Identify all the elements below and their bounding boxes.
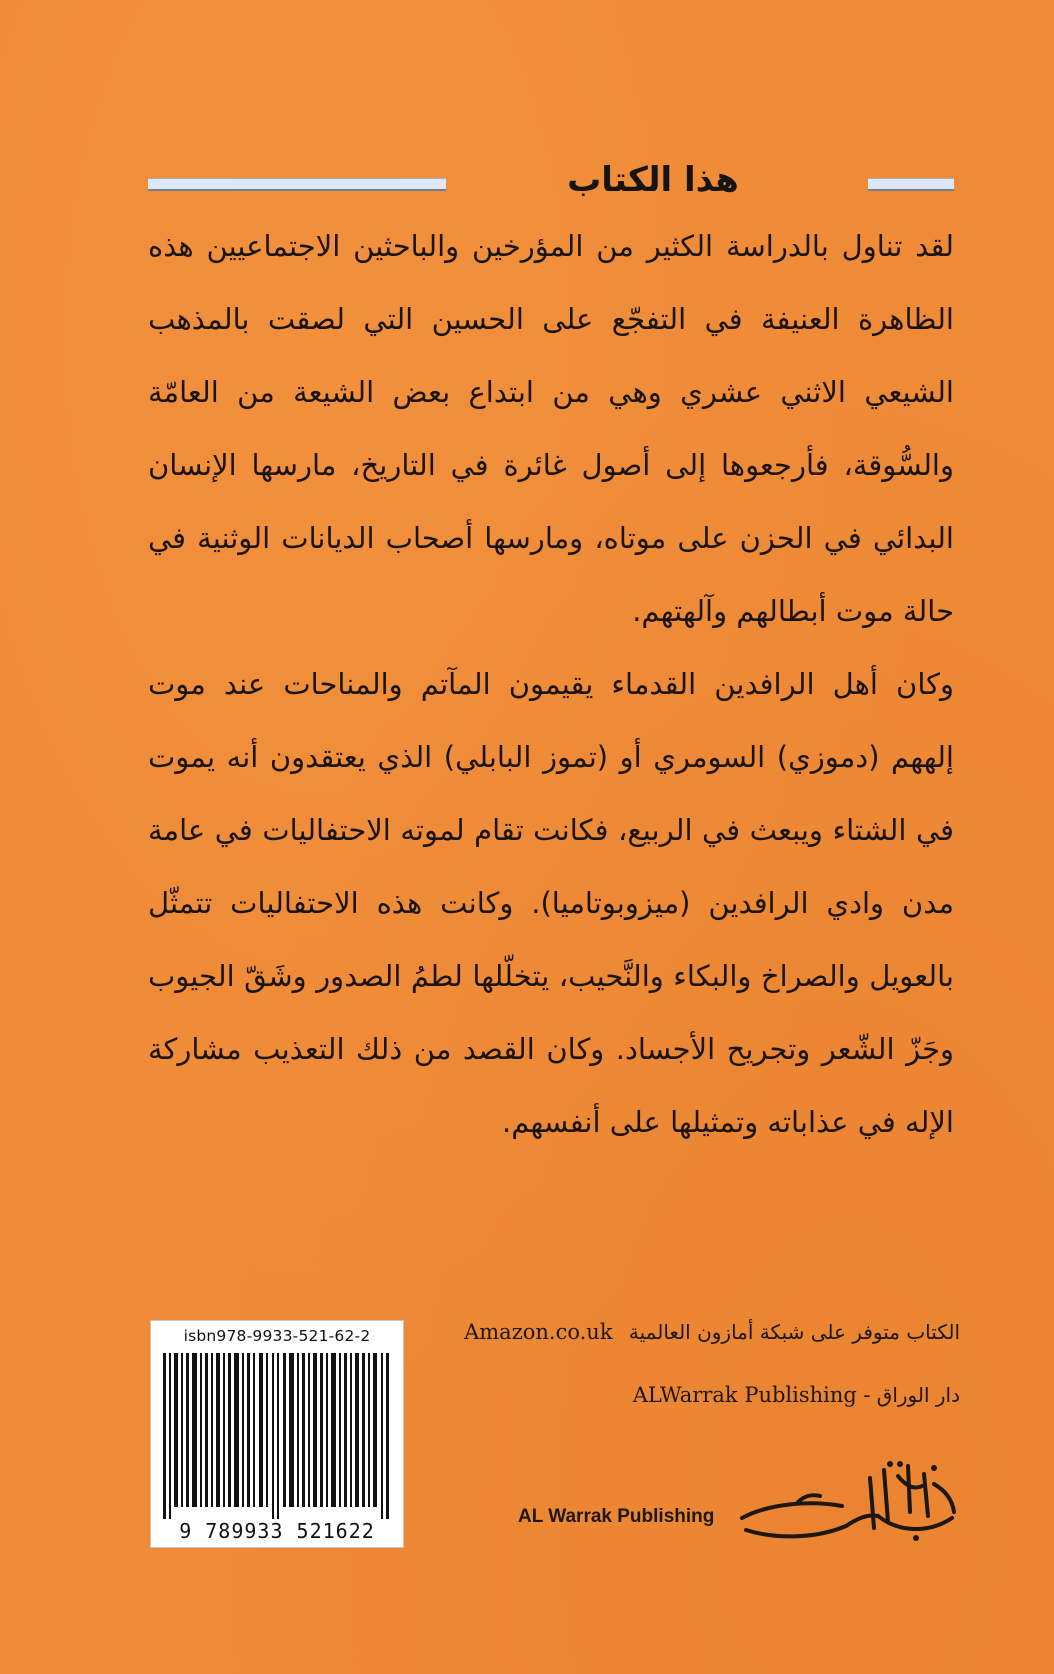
publisher-english: ALWarrak Publishing [632,1383,857,1407]
blurb-paragraph: وكان أهل الرافدين القدماء يقيمون المآتم والمناحات عند موت إلههم (دموزي) السومري أو (تموز البابلي) الذي يعتقدون أنه يموت في الشتاء ويبعث في الربيع، فكانت تقام لموته الاحتفاليات في عامة مدن وادي الرافدين (ميزوبوتاميا). وكانت هذه الاحتفاليات تتمثّل بالعويل والصراخ والبكاء والنَّحيب، يتخلّلها لطمُ الصدور وشَقّ الجيوب وجَزّ الشّعر وتجريح الأجساد. وكان القصد من ذلك التعذيب مشاركة الإله في عذاباته وتمثيلها على أنفسهم. [148,667,954,1139]
barcode-digits: 9 789933 521622 [179,1519,375,1543]
isbn-number: isbn978-9933-521-62-2 [183,1327,371,1345]
availability-line [464,1320,960,1344]
section-header [148,156,954,204]
header-rule-right [868,178,954,191]
publisher-line [633,1383,960,1407]
header-rule-left [148,178,446,191]
dar-alwarrak-calligraphy-logo-icon [738,1456,960,1552]
logo-caption: AL Warrak Publishing [518,1506,715,1527]
blurb-paragraph: لقد تناول بالدراسة الكثير من المؤرخين والباحثين الاجتماعيين هذه الظاهرة العنيفة في التفجّع على الحسين التي لصقت بالمذهب الشيعي الاثني عشري وهي من ابتداع بعض الشيعة من العامّة والسُّوقة، فأرجعوها إلى أصول غائرة في التاريخ، مارسها الإنسان البدائي في الحزن على موتاه، ومارسها أصحاب الديانات الوثنية في حالة موت أبطالهم وآلهتهم. [148,229,954,628]
isbn-barcode [150,1320,404,1548]
amazon-site: Amazon.co.uk [464,1320,613,1344]
barcode-icon [163,1353,391,1519]
publisher-separator: - [863,1383,871,1407]
blurb-text [148,210,954,1159]
section-title: هذا الكتاب [567,160,739,200]
publisher-arabic: دار الوراق [876,1383,960,1407]
availability-text: الكتاب متوفر على شبكة أمازون العالمية [628,1320,960,1344]
